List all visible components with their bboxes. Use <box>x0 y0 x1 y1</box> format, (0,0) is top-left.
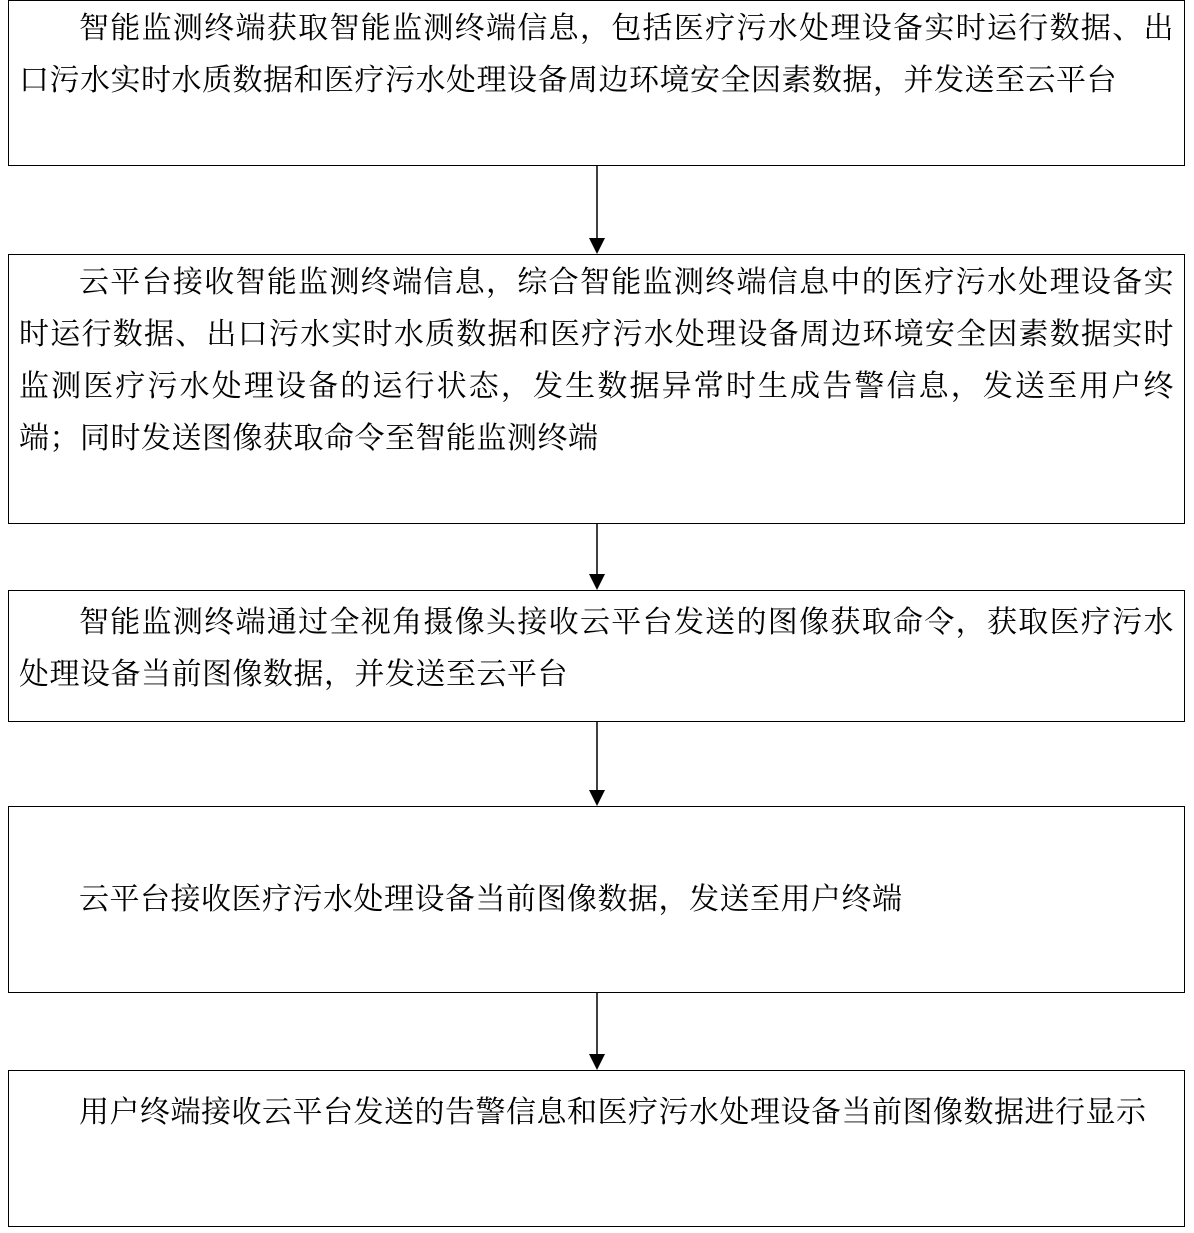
flow-step-2-text: 云平台接收智能监测终端信息，综合智能监测终端信息中的医疗污水处理设备实时运行数据、出口污水实时水质数据和医疗污水处理设备周边环境安全因素数据实时监测医疗污水处理设备的运行状态，发生数据异常时生成告警信息，发送至用户终端；同时发送图像获取命令至智能监测终端 <box>19 265 1174 456</box>
arrow-1-to-2 <box>589 166 605 254</box>
arrow-2-to-3 <box>589 524 605 590</box>
flow-step-5-text: 用户终端接收云平台发送的告警信息和医疗污水处理设备当前图像数据进行显示 <box>79 1095 1147 1130</box>
flow-step-4-text: 云平台接收医疗污水处理设备当前图像数据，发送至用户终端 <box>79 881 903 917</box>
flow-step-1-text: 智能监测终端获取智能监测终端信息，包括医疗污水处理设备实时运行数据、出口污水实时水质数据和医疗污水处理设备周边环境安全因素数据，并发送至云平台 <box>19 11 1174 98</box>
arrow-4-to-5 <box>589 993 605 1070</box>
arrow-3-to-4 <box>589 722 605 806</box>
flow-step-3-text: 智能监测终端通过全视角摄像头接收云平台发送的图像获取命令，获取医疗污水处理设备当前图像数据，并发送至云平台 <box>19 605 1174 692</box>
